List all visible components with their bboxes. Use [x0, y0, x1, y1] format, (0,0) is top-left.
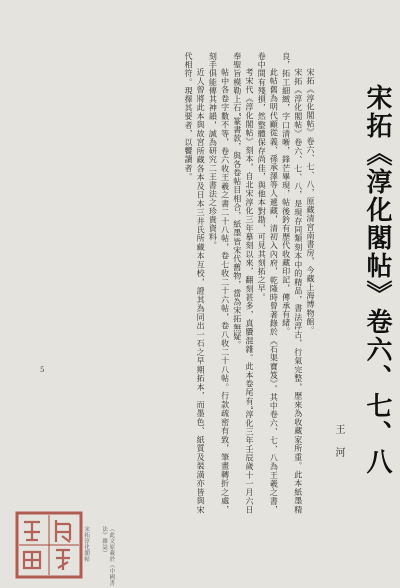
footer-note: 宋拓淳化閣帖: [83, 526, 90, 562]
paragraph: 近人曾將此本與故宮所藏各本及日本三井氏所藏本互校，證其為同出一石之早期拓本，而墨色、紙質及裝潢亦皆與宋代相符。現擇其要者，以饗讀者。: [183, 52, 206, 514]
author-name: 王 河: [333, 424, 344, 463]
paragraph: 此帖舊為明代顧從義、孫承澤等人遞藏，清初入內府，乾隆時曾著錄於《石渠寶笈》。其中卷六、七、八為王羲之書，卷中間有殘損，然整體保存尚佳，與他本對勘，可見其刻拓之早。: [257, 52, 279, 514]
seal-stamp-icon: [14, 510, 84, 580]
paragraph: 宋拓《淳化閣帖》卷六、七、八，原藏清宮南書房，今藏上海博物館。: [306, 68, 315, 335]
page-title: 宋拓《淳化閣帖》卷六、七、八: [362, 84, 392, 476]
paragraph: 帖中各卷字數不等，卷六收王羲之書二十八帖，卷七收二十六帖，卷八收二十八帖。行款疏密有致，筆畫轉折之處，刻手俱能傳其神韻，誠為研究二王書法之珍貴資料。: [208, 52, 230, 514]
footer-note: （此文原載於《中國書法》雜誌）: [101, 526, 115, 586]
paragraph: 宋拓《淳化閣帖》卷六、七、八，是現存同類刻本中的精品，書法淳古，行氣完整，歷來為收藏家所重。此本紙墨精良，拓工細緻，字口清晰，鋒芒畢現，帖後鈐有歷代收藏印記，傳承有緒。: [281, 52, 303, 514]
body-text: [68, 52, 316, 514]
page-number: 5: [40, 366, 45, 374]
paragraph: 考宋代《淳化閣帖》刻本，自北宋淳化三年摹刻以來，翻刻甚多，真贗混雜。此本卷尾有“淳化三年壬辰歲十一月六日奉聖旨模勒上石”篆書款，與各卷帖目相合，紙墨皆宋代舊物，當為宋拓無疑。: [232, 52, 254, 514]
